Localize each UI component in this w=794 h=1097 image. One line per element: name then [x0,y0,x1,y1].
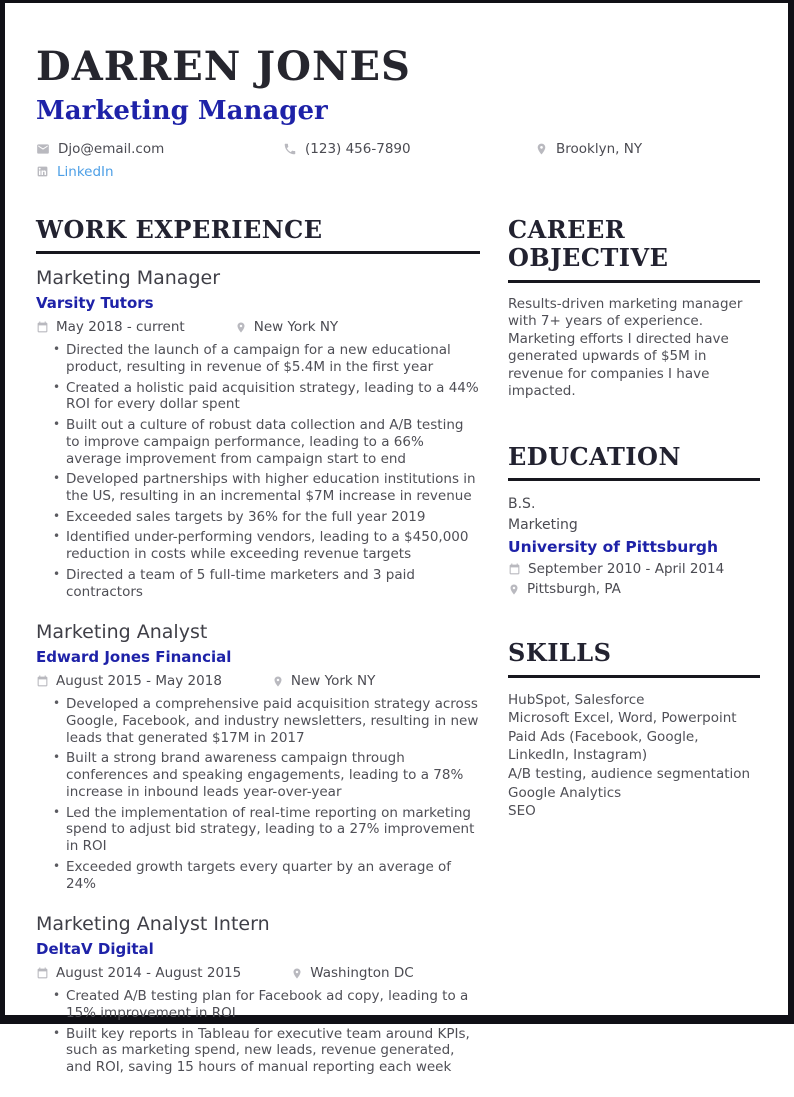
skill-item: Paid Ads (Facebook, Google, LinkedIn, Instagram) [508,728,699,764]
calendar-icon [508,563,521,576]
job-dates [36,319,185,335]
education-location [508,581,760,597]
bullet-item: • Led the implementation of real-time reporting on marketing spend to adjust bid strategy, leading to a 27% improvement in ROI [53,805,480,855]
email-text: Djo@email.com [58,140,165,157]
education-section [508,443,760,597]
work-experience-heading: WORK EXPERIENCE [36,216,480,254]
bullet-item: • Identified under-performing vendors, leading to a $450,000 reduction in costs while exceeding revenue targets [53,529,480,562]
phone-icon [283,142,297,156]
candidate-title: Marketing Manager [36,96,328,126]
job-title: Marketing Manager [36,267,221,290]
location-text: Brooklyn, NY [556,140,643,157]
contact-location [535,141,642,157]
linkedin-link[interactable]: LinkedIn [57,163,114,180]
phone-text: (123) 456-7890 [305,140,411,157]
skills-heading: SKILLS [508,639,760,677]
location-text: Pittsburgh, PA [527,581,621,598]
candidate-name: DARREN JONES [36,43,411,90]
job-title: Marketing Analyst [36,621,208,644]
work-experience-column [36,216,480,1097]
skill-item: HubSpot, Salesforce [508,691,645,708]
job-meta [36,319,480,335]
education-heading: EDUCATION [508,443,760,481]
school-name: University of Pittsburgh [508,538,719,557]
job-block-3 [36,913,480,1075]
bullet-item: • Developed partnerships with higher education institutions in the US, resulting in an incremental $7M increase in revenue [53,471,480,504]
skill-item: SEO [508,803,536,820]
location-text: New York NY [253,319,339,336]
dates-text: May 2018 - current [56,319,185,336]
contact-row-2 [36,160,760,183]
location-pin-icon [508,583,520,596]
job-location [235,319,338,335]
dates-text: August 2014 - August 2015 [56,965,242,982]
job-dates [36,965,241,981]
bullet-item: • Exceeded sales targets by 36% for the full year 2019 [53,509,480,526]
job-location [291,965,413,981]
degree: B.S. [508,496,536,513]
job-bullets [36,342,480,600]
bullet-item: • Built a strong brand awareness campaign through conferences and speaking engagements, leading to a 78% increase in inbound leads year-over-year [53,750,480,800]
contact-linkedin[interactable] [36,164,114,180]
job-meta [36,965,480,981]
two-column-layout [36,216,760,1097]
calendar-icon [36,321,49,334]
location-pin-icon [291,967,303,980]
bullet-item: • Exceeded growth targets every quarter by an average of 24% [53,859,480,892]
contact-phone [283,141,535,157]
skill-item: A/B testing, audience segmentation [508,766,751,783]
bullet-item: • Built key reports in Tableau for executive team around KPIs, such as marketing spend, new leads, revenue generated, and ROI, saving 15 hours of manual reporting each week [53,1026,480,1076]
contact-row-1 [36,137,760,160]
resume-header [36,43,760,183]
major: Marketing [508,517,578,534]
location-text: Washington DC [310,965,414,982]
linkedin-icon [36,165,49,178]
career-objective-section [508,216,760,401]
location-pin-icon [235,321,247,334]
location-pin-icon [535,142,548,156]
bullet-item: • Created A/B testing plan for Facebook ad copy, leading to a 15% improvement in ROI [53,988,480,1021]
company-name: DeltaV Digital [36,940,154,959]
location-text: New York NY [290,673,376,690]
job-location [272,673,375,689]
job-bullets [36,988,480,1076]
job-bullets [36,696,480,892]
job-meta [36,673,480,689]
contact-info [36,137,760,183]
calendar-icon [36,675,49,688]
skill-item: Microsoft Excel, Word, Powerpoint [508,710,737,727]
job-dates [36,673,222,689]
bullet-item: • Created a holistic paid acquisition strategy, leading to a 44% ROI for every dollar spent [53,380,480,413]
job-block-2 [36,621,480,892]
bullet-item: • Directed the launch of a campaign for a new educational product, resulting in revenue of $5.4M in the first year [53,342,480,375]
company-name: Edward Jones Financial [36,648,232,667]
bullet-item: • Built out a culture of robust data collection and A/B testing to improve campaign performance, leading to a 66% average improvement from campaign start to end [53,417,480,467]
location-pin-icon [272,675,284,688]
envelope-icon [36,142,50,156]
sidebar-column [508,216,760,1097]
job-block-1 [36,267,480,600]
career-objective-heading: CAREER OBJECTIVE [508,216,760,283]
company-name: Varsity Tutors [36,294,154,313]
skill-item: Google Analytics [508,784,622,801]
education-dates [508,561,760,577]
career-objective-text: Results-driven marketing manager with 7+ years of experience. Marketing efforts I directed have generated upwards of $5M in revenue for companies I have impacted. [508,295,743,400]
calendar-icon [36,967,49,980]
dates-text: September 2010 - April 2014 [528,561,725,578]
dates-text: August 2015 - May 2018 [56,673,222,690]
contact-email [36,141,283,157]
skills-section [508,639,760,821]
bullet-item: • Developed a comprehensive paid acquisition strategy across Google, Facebook, and industry newsletters, resulting in new leads that generated $17M in 2017 [53,696,480,746]
bullet-item: • Directed a team of 5 full-time marketers and 3 paid contractors [53,567,480,600]
job-title: Marketing Analyst Intern [36,913,270,936]
